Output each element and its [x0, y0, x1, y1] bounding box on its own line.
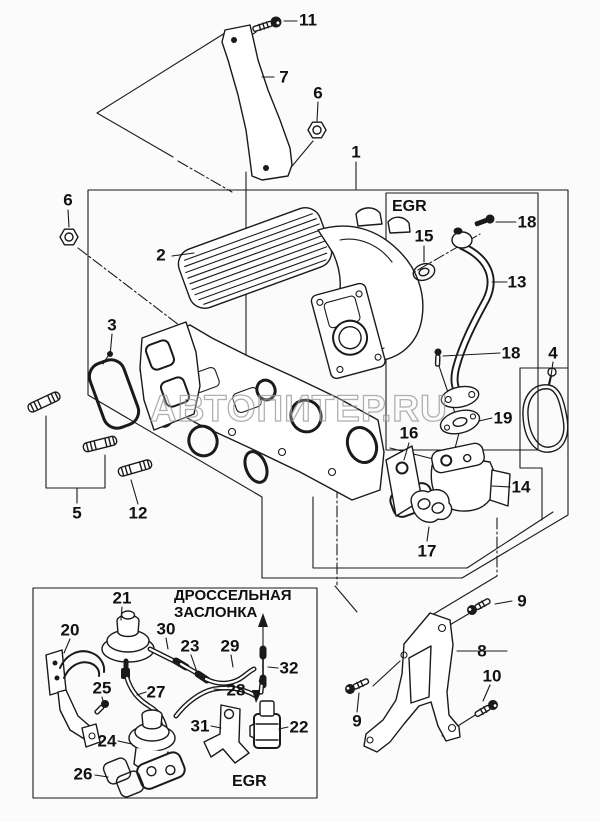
watermark: АВТОПИТЕР.RU — [150, 388, 448, 429]
part-label-22: 22 — [289, 717, 309, 737]
bolt-18-top — [473, 213, 495, 228]
part-label-2: 2 — [156, 245, 166, 265]
part-label-29: 29 — [220, 636, 240, 656]
bracket-31 — [204, 705, 249, 763]
part-label-18: 18 — [517, 212, 537, 232]
part-label-17: 17 — [417, 541, 437, 561]
throttle-label-line2: ЗАСЛОНКА — [174, 604, 258, 621]
part-label-21: 21 — [112, 588, 132, 608]
bolt-10 — [473, 698, 500, 719]
egr-bottom-label: EGR — [232, 773, 267, 790]
part-label-10: 10 — [482, 666, 502, 686]
part-label-28: 28 — [226, 680, 246, 700]
upper-bracket-7 — [222, 25, 292, 180]
part-label-31: 31 — [190, 716, 210, 736]
bolt-9-left — [343, 676, 370, 696]
vacuum-tube-32 — [258, 613, 268, 685]
part-label-19: 19 — [493, 408, 513, 428]
part-label-30: 30 — [156, 619, 176, 639]
part-label-11: 11 — [299, 10, 317, 30]
lower-bracket-8 — [364, 613, 460, 752]
vacuum-hose-4 — [523, 368, 568, 452]
bolt-18-lower — [434, 348, 442, 366]
egr-modulator-24 — [129, 710, 187, 791]
part-label-6: 6 — [313, 83, 323, 103]
part-label-24: 24 — [97, 731, 117, 751]
egr-top-label: EGR — [392, 198, 427, 215]
part-label-9: 9 — [517, 591, 527, 611]
part-label-8: 8 — [477, 641, 487, 661]
part-label-5: 5 — [72, 503, 82, 523]
part-label-26: 26 — [73, 764, 93, 784]
throttle-label-line1: ДРОССЕЛЬНАЯ — [174, 587, 292, 604]
nut-6-top — [308, 122, 326, 138]
hose4-step-box — [520, 368, 568, 520]
part-label-4: 4 — [548, 343, 558, 363]
part-label-3: 3 — [107, 315, 117, 335]
clamp-20 — [46, 650, 104, 747]
egr-pipe-13 — [439, 228, 490, 411]
part-label-27: 27 — [146, 682, 166, 702]
vacuum-actuator-21 — [102, 611, 154, 679]
part-label-18: 18 — [501, 343, 521, 363]
part-label-23: 23 — [180, 636, 200, 656]
part-label-25: 25 — [92, 678, 112, 698]
part-label-13: 13 — [507, 272, 527, 292]
mounting-studs — [27, 391, 153, 503]
bolt-11 — [251, 15, 282, 35]
manifold-gasket-3 — [85, 351, 142, 432]
egr-solenoid-22 — [250, 678, 280, 748]
part-label-7: 7 — [279, 67, 289, 87]
part-label-14: 14 — [511, 477, 531, 497]
part-label-20: 20 — [60, 620, 80, 640]
bolt-25 — [93, 698, 111, 716]
bolt-9-right — [465, 596, 492, 617]
part-label-6: 6 — [63, 190, 73, 210]
part-label-1: 1 — [351, 142, 361, 162]
part-label-9: 9 — [352, 711, 362, 731]
nut-6-left — [60, 229, 78, 245]
part-label-15: 15 — [414, 226, 434, 246]
part-label-12: 12 — [128, 503, 148, 523]
part-label-32: 32 — [279, 658, 299, 678]
egr-gasket-17 — [411, 490, 452, 523]
part-label-16: 16 — [399, 423, 419, 443]
